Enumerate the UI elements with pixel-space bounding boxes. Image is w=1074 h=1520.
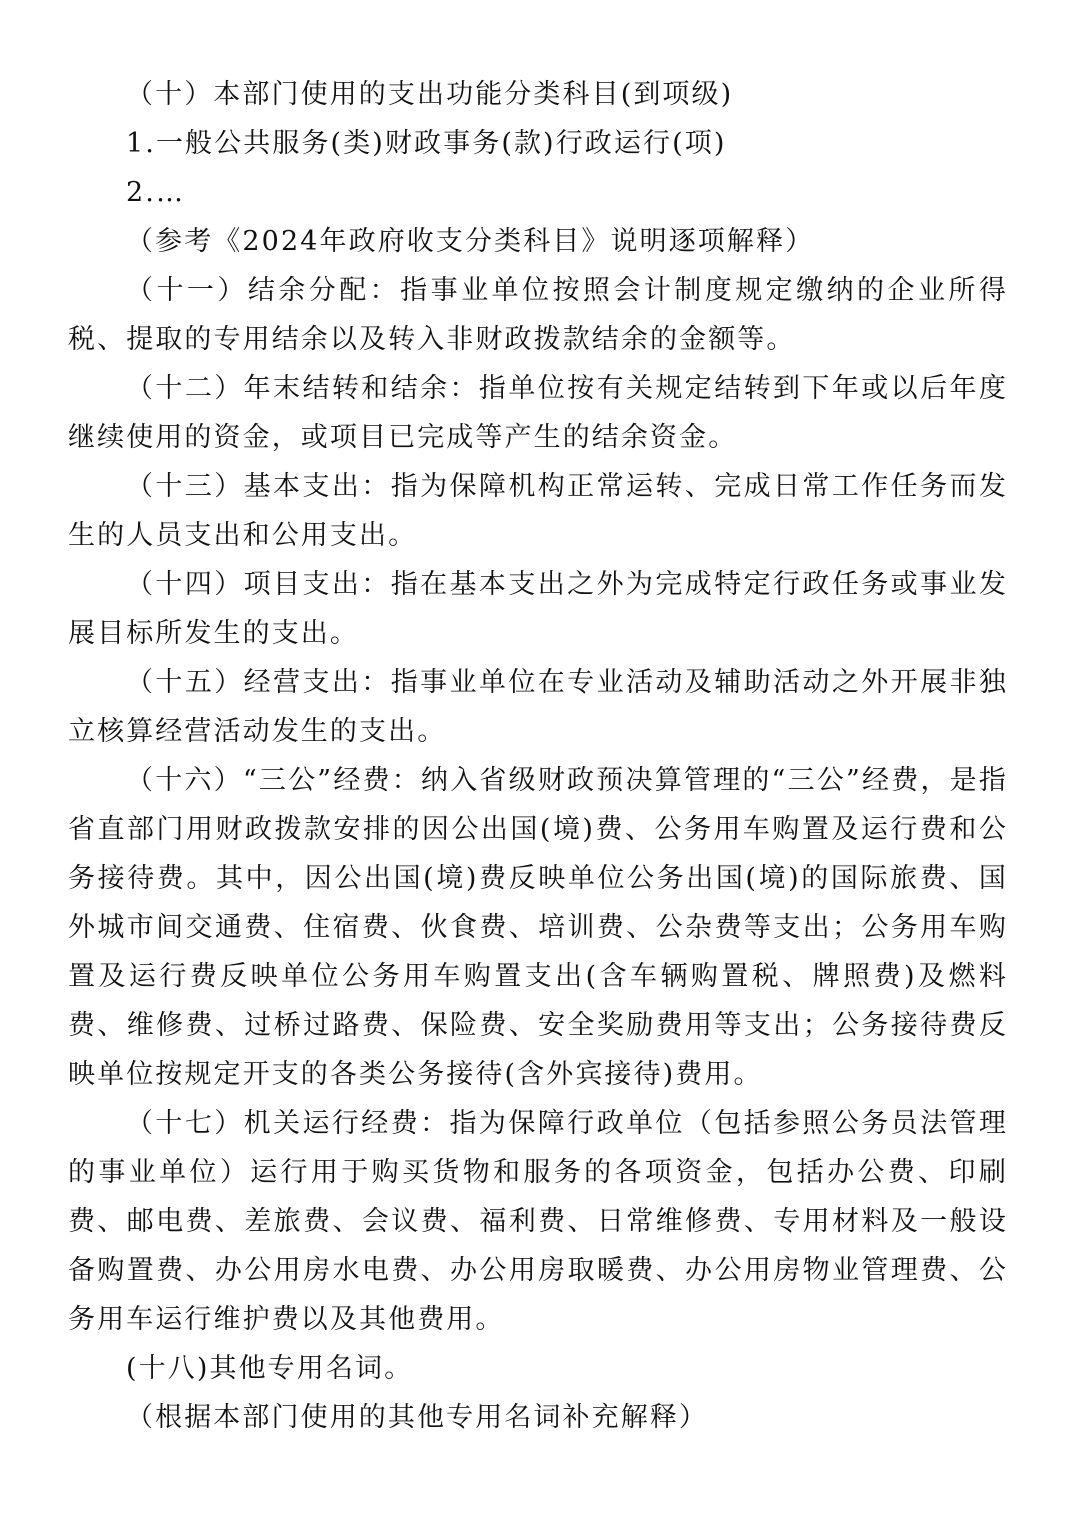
section-14-paragraph: （十四）项目支出：指在基本支出之外为完成特定行政任务或事业发展目标所发生的支出。 — [68, 569, 1008, 649]
section-18-note: （根据本部门使用的其他专用名词补充解释） — [126, 1402, 708, 1433]
document-page — [68, 70, 1008, 1442]
section-10-item-2: 2.… — [126, 177, 186, 208]
section-13-paragraph: （十三）基本支出：指为保障机构正常运转、完成日常工作任务而发生的人员支出和公用支出。 — [68, 471, 1008, 551]
section-10-item-1: 1.一般公共服务(类)财政事务(款)行政运行(项) — [126, 128, 727, 159]
section-11-paragraph: （十一）结余分配：指事业单位按照会计制度规定缴纳的企业所得税、提取的专用结余以及转入非财政拨款结余的金额等。 — [68, 275, 1008, 355]
section-17-paragraph: （十七）机关运行经费：指为保障行政单位（包括参照公务员法管理的事业单位）运行用于购买货物和服务的各项资金，包括办公费、印刷费、邮电费、差旅费、会议费、福利费、日常维修费、专用材料及一般设备购置费、办公用房水电费、办公用房取暖费、办公用房物业管理费、公务用车运行维护费以及其他费用。 — [68, 1108, 1008, 1335]
section-16-paragraph: （十六）“三公”经费：纳入省级财政预决算管理的“三公”经费，是指省直部门用财政拨款安排的因公出国(境)费、公务用车购置及运行费和公务接待费。其中，因公出国(境)费反映单位公务出国(境)的国际旅费、国外城市间交通费、住宿费、伙食费、培训费、公杂费等支出；公务用车购置及运行费反映单位公务用车购置支出(含车辆购置税、牌照费)及燃料费、维修费、过桥过路费、保险费、安全奖励费用等支出；公务接待费反映单位按规定开支的各类公务接待(含外宾接待)费用。 — [68, 765, 1008, 1090]
section-10-heading: （十）本部门使用的支出功能分类科目(到项级) — [126, 79, 734, 110]
section-18-heading: (十八)其他专用名词。 — [126, 1353, 414, 1384]
section-10-note: （参考《2024年政府收支分类科目》说明逐项解释） — [126, 226, 815, 257]
section-12-paragraph: （十二）年末结转和结余：指单位按有关规定结转到下年或以后年度继续使用的资金，或项目已完成等产生的结余资金。 — [68, 373, 1008, 453]
section-15-paragraph: （十五）经营支出：指事业单位在专业活动及辅助活动之外开展非独立核算经营活动发生的支出。 — [68, 667, 1008, 747]
